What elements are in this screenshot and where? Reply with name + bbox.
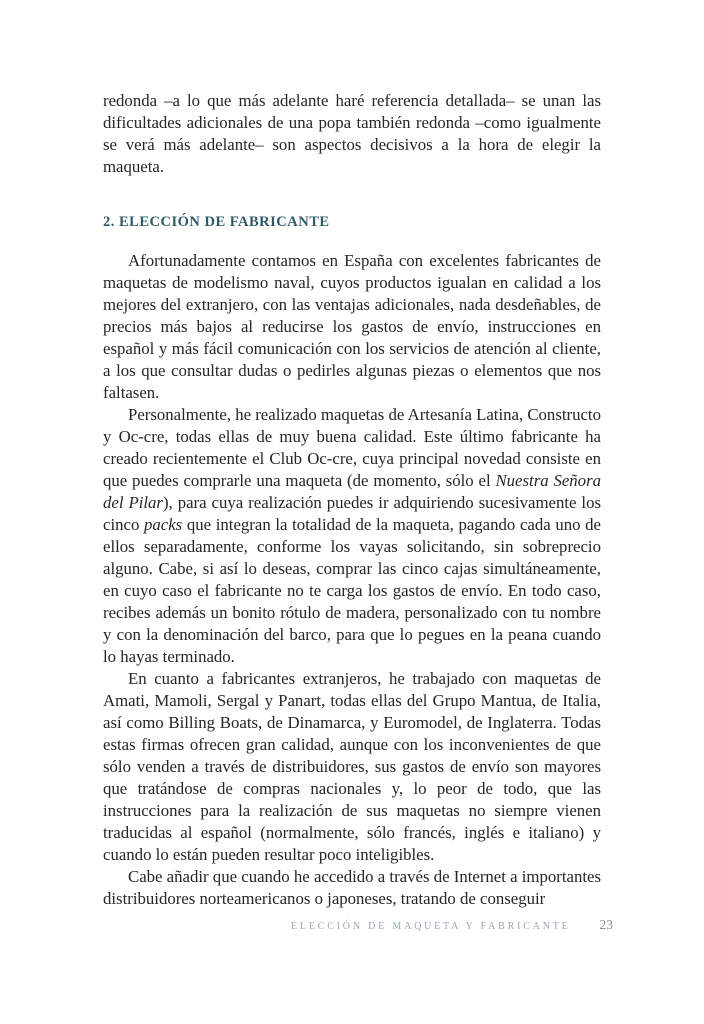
- paragraph-cabe-anadir: Cabe añadir que cuando he accedido a través de Internet a importantes distribuidores norteamericanos o japoneses, tratando de conseguir: [103, 867, 601, 908]
- section-heading: 2. ELECCIÓN DE FABRICANTE: [103, 214, 330, 230]
- paragraph-segment: Personalmente, he realizado maquetas de Artesanía Latina, Constructo y Oc-cre, todas ellas de muy buena calidad. Este último fabricante ha creado recientemente el Club Oc-cre, cuya principal novedad consiste en que puedes comprarle una maqueta (de momento, sólo el: [103, 405, 601, 490]
- body-text: [103, 90, 601, 910]
- paragraph-segment: ), para cuya realización puedes ir adquiriendo sucesivamente los cinco: [103, 493, 602, 534]
- paragraph-segment: que integran la totalidad de la maqueta, pagando cada uno de ellos separadamente, conforme los vayas solicitando, sin sobreprecio alguno. Cabe, si así lo deseas, comprar las cinco cajas simultáneamente, en cuyo caso el fabricante no te carga los gastos de envío. En todo caso, recibes además un bonito rótulo de madera, personalizado con tu nombre y con la denominación del barco, para que lo pegues en la peana cuando lo hayas terminado.: [103, 515, 601, 666]
- page-number: 23: [599, 917, 613, 932]
- italic-packs: packs: [144, 515, 183, 534]
- paragraph-continuation: redonda –a lo que más adelante haré referencia detallada– se unan las dificultades adicionales de una popa también redonda –como igualmente se verá más adelante– son aspectos decisivos a la hora de elegir la maqueta.: [103, 91, 601, 176]
- running-footer-title: ELECCIÓN DE MAQUETA Y FABRICANTE: [291, 921, 571, 932]
- paragraph-afortunadamente: Afortunadamente contamos en España con excelentes fabricantes de maquetas de modelismo naval, cuyos productos igualan en calidad a los mejores del extranjero, con las ventajas adicionales, nada desdeñables, de precios más bajos al reducirse los gastos de envío, instrucciones en español y más fácil comunicación con los servicios de atención al cliente, a los que consultar dudas o pedirles algunas piezas o elementos que nos faltasen.: [103, 251, 601, 402]
- paragraph-personalmente: [103, 404, 601, 668]
- italic-ship-name: Nuestra Señora del Pilar: [103, 471, 601, 512]
- paragraph-en-cuanto: En cuanto a fabricantes extranjeros, he trabajado con maquetas de Amati, Mamoli, Sergal y Panart, todas ellas del Grupo Mantua, de Italia, así como Billing Boats, de Dinamarca, y Euromodel, de Inglaterra. Todas estas firmas ofrecen gran calidad, aunque con los inconvenientes de que sólo venden a través de distribuidores, sus gastos de envío son mayores que tratándose de compras nacionales y, lo peor de todo, que las instrucciones para la realización de sus maquetas no siempre vienen traducidas al español (normalmente, sólo francés, inglés e italiano) y cuando lo están pueden resultar poco inteligibles.: [103, 669, 601, 864]
